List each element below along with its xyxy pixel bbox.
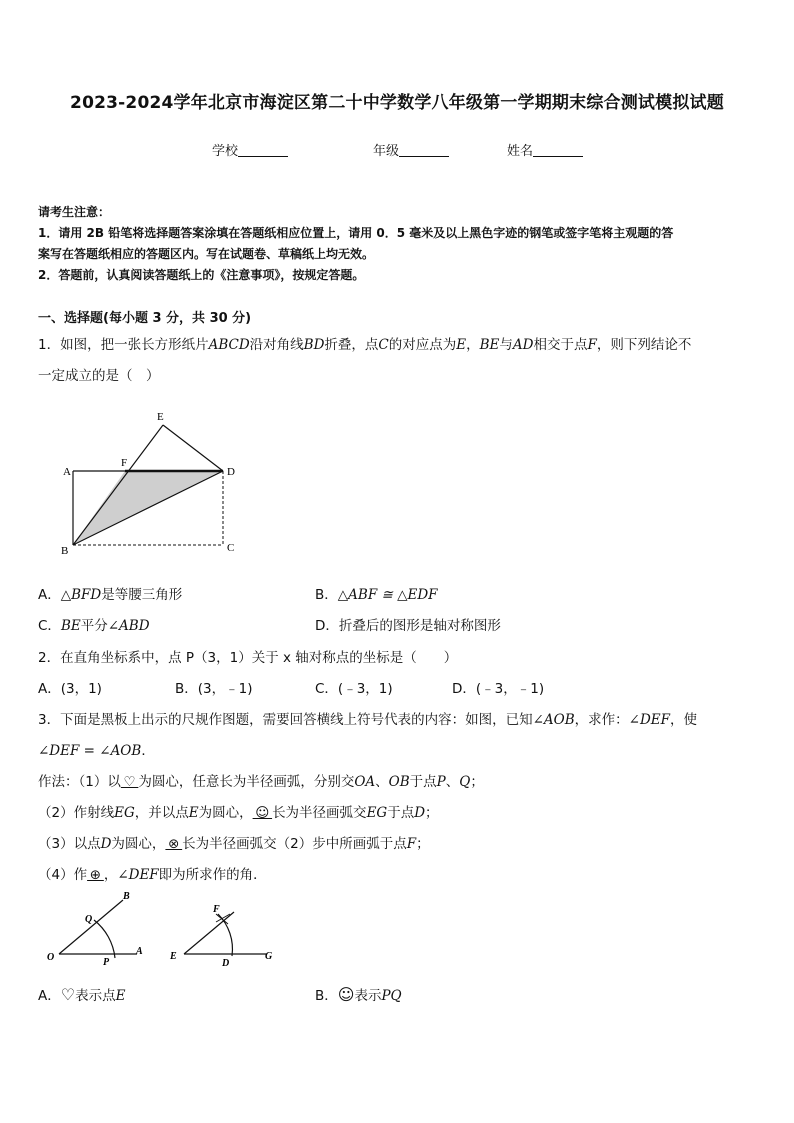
q3-label-G: G bbox=[265, 951, 273, 962]
grade-field bbox=[373, 140, 449, 159]
q3-arc-DF bbox=[218, 914, 232, 956]
notice-item-1a: 1．请用 2B 铅笔将选择题答案涂填在答题纸相应位置上，请用 0．5 毫米及以上黑色字迹的钢笔或签字笔将主观题的答 bbox=[38, 226, 674, 240]
q1-option-b[interactable]: B．△ABF ≅ △EDF bbox=[315, 587, 438, 603]
q1-stem-line1: 1．如图，把一张长方形纸片ABCD沿对角线BD折叠，点C的对应点为E，BE与AD相交于点F，则下列结论不 bbox=[38, 337, 692, 353]
q1-figure bbox=[55, 405, 255, 557]
q1-label-D: D bbox=[227, 466, 235, 478]
q1-label-E: E bbox=[157, 411, 164, 423]
q2-option-b[interactable]: B．(3，﹣1) bbox=[175, 681, 253, 697]
q3-label-B: B bbox=[123, 891, 130, 902]
q1-edge-ED bbox=[163, 425, 223, 471]
q3-ray-OB bbox=[59, 900, 123, 954]
q3-stem-line1: 3．下面是黑板上出示的尺规作图题，需要回答横线上符号代表的内容：如图，已知∠AOB，求作：∠DEF，使 bbox=[38, 712, 698, 728]
q3-step-2: （2）作射线EG，并以点E为圆心， ☺ 长为半径画弧交EG于点D； bbox=[38, 805, 439, 821]
q1-label-A: A bbox=[63, 466, 71, 478]
school-blank bbox=[238, 144, 288, 157]
school-label: 学校 bbox=[212, 144, 239, 159]
q3-arc-PQ bbox=[94, 920, 115, 958]
school-field bbox=[212, 140, 288, 159]
circled-plus-icon: ⊕ bbox=[87, 867, 104, 883]
q3-step-3: （3）以点D为圆心， ⊗ 长为半径画弧交（2）步中所画弧于点F； bbox=[38, 836, 430, 852]
q3-stem-line2: ∠DEF = ∠AOB． bbox=[38, 743, 155, 759]
smiley-icon: ☺ bbox=[252, 805, 273, 821]
q2-option-d[interactable]: D．(﹣3，﹣1) bbox=[452, 681, 545, 697]
circled-times-icon: ⊗ bbox=[165, 836, 183, 852]
notice-heading: 请考生注意： bbox=[38, 205, 111, 219]
heart-icon: ♡ bbox=[120, 774, 139, 790]
smiley-icon: ☺ bbox=[337, 985, 355, 1004]
q2-stem: 2．在直角坐标系中，点 P（3，1）关于 x 轴对称点的坐标是（ ） bbox=[38, 650, 458, 666]
grade-label: 年级 bbox=[373, 144, 400, 159]
q3-label-A: A bbox=[136, 946, 143, 957]
page-title: 2023-2024学年北京市海淀区第二十中学数学八年级第一学期期末综合测试模拟试题 bbox=[70, 93, 724, 113]
q1-label-F: F bbox=[121, 457, 128, 469]
q3-option-a[interactable]: A．♡表示点E bbox=[38, 985, 126, 1004]
q1-option-c[interactable]: C．BE平分∠ABD bbox=[38, 618, 150, 634]
q1-option-a[interactable]: A．△BFD是等腰三角形 bbox=[38, 587, 183, 603]
q2-option-c[interactable]: C．(﹣3，1) bbox=[315, 681, 393, 697]
name-label: 姓名 bbox=[507, 144, 534, 159]
q3-ray-EF bbox=[184, 912, 234, 954]
q3-label-D: D bbox=[222, 958, 230, 968]
q3-label-O: O bbox=[47, 952, 55, 963]
name-field bbox=[507, 140, 583, 159]
q3-label-F: F bbox=[213, 904, 220, 915]
q3-label-Q: Q bbox=[85, 914, 93, 925]
q1-option-d[interactable]: D．折叠后的图形是轴对称图形 bbox=[315, 618, 501, 634]
q1-label-C: C bbox=[227, 542, 235, 554]
q2-option-a[interactable]: A．(3，1) bbox=[38, 681, 102, 697]
notice-item-1b: 案写在答题纸相应的答题区内。写在试题卷、草稿纸上均无效。 bbox=[38, 247, 375, 261]
q3-option-b[interactable]: B．☺表示PQ bbox=[315, 985, 402, 1004]
q3-step-1: 作法：（1）以 ♡ 为圆心，任意长为半径画弧，分别交OA、OB于点P、Q； bbox=[38, 774, 484, 790]
section-heading: 一、选择题(每小题 3 分，共 30 分) bbox=[38, 311, 252, 326]
grade-blank bbox=[399, 144, 449, 157]
heart-icon: ♡ bbox=[60, 985, 76, 1004]
q3-figure-def bbox=[168, 900, 280, 968]
q3-step-4: （4）作 ⊕ ，∠DEF即为所求作的角． bbox=[38, 867, 267, 883]
q1-stem-line2: 一定成立的是（ ） bbox=[38, 368, 160, 384]
notice-item-2: 2．答题前，认真阅读答题纸上的《注意事项》，按规定答题。 bbox=[38, 268, 365, 282]
name-blank bbox=[533, 144, 583, 157]
q3-label-E: E bbox=[170, 951, 177, 962]
q1-label-B: B bbox=[61, 545, 69, 557]
q3-figure-aob bbox=[45, 890, 155, 968]
q3-label-P: P bbox=[103, 957, 110, 968]
